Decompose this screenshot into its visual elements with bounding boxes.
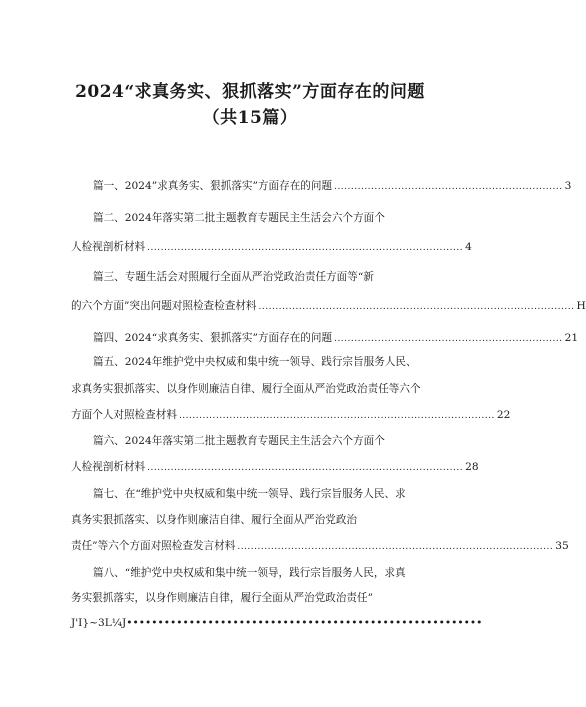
toc-leader-dots: .............................................................................................. [178,411,495,421]
toc-entry-4[interactable] [93,331,579,346]
toc-page-number: 3 [564,180,572,192]
toc-entry-text: 方面个人对照检查材料 [71,409,177,421]
toc-entry-5[interactable] [71,408,511,423]
toc-entry-5-line-1[interactable]: 篇五、2024年维护党中央权威和集中统一领导、践行宗旨服务人民、 [93,356,417,368]
toc-entry-text: 的六个方面”突出问题对照检查检查材料 [71,300,257,312]
toc-leader-dots: .............................................................................................. [237,542,554,552]
toc-entry-text: 责任”等六个方面对照检查发言材料 [71,540,236,552]
toc-entry-7-line-2[interactable]: 真务实狠抓落实、以身作则廉洁自律、履行全面从严治党政治 [71,514,358,526]
toc-page-number: 22 [496,409,511,421]
toc-page-number: H [576,300,586,312]
toc-entry-3[interactable] [71,299,586,314]
toc-entry-1[interactable] [93,179,572,194]
toc-page-number: 21 [564,332,579,344]
toc-entry-5-line-2[interactable]: 求真务实狠抓落实、以身作则廉洁自律、履行全面从严治党政治责任等六个 [71,383,421,395]
toc-entry-6[interactable] [71,460,479,475]
garbled-leader-line: J'I}~3L¼J••••••••••••••••••••••••••••••••••••••••••••••••••••••••• [71,617,483,629]
toc-entry-text: 篇四、2024“求真务实、狠抓落实”方面存在的问题 [93,332,333,344]
toc-leader-dots: .............................................................................................. [147,243,464,253]
toc-page-number: 28 [465,461,479,473]
document-subtitle: （共15篇） [202,108,298,128]
toc-entry-text: 人检视剖析材料 [71,241,146,253]
toc-leader-dots: .............................................................................................. [147,463,464,473]
document-title: 2024“求真务实、狠抓落实”方面存在的问题 [75,82,425,102]
toc-entry-text: 人检视剖析材料 [71,461,146,473]
toc-entry-2-line-1[interactable]: 篇二、2024年落实第二批主题教育专题民主生活会六个方面个 [93,212,385,224]
toc-entry-8-line-2[interactable]: 务实狠抓落实，以身作则廉洁自律，履行全面从严治党政治责任” [71,592,374,604]
toc-entry-2[interactable] [71,240,472,255]
toc-leader-dots: .................................................................... [334,334,563,344]
toc-entry-8-line-1[interactable]: 篇八、“维护党中央权威和集中统一领导，践行宗旨服务人民，求真 [93,567,406,579]
toc-leader-dots: .................................................................... [334,182,563,192]
toc-page-number: 4 [465,241,472,253]
toc-entry-7-line-1[interactable]: 篇七、在“维护党中央权威和集中统一领导、践行宗旨服务人民、求 [93,488,406,500]
toc-entry-3-line-1[interactable]: 篇三、专题生活会对照履行全面从严治党政治责任方面等“新 [93,271,374,283]
toc-entry-6-line-1[interactable]: 篇六、2024年落实第二批主题教育专题民主生活会六个方面个 [93,435,385,447]
toc-page-number: 35 [555,540,569,552]
toc-leader-dots: .............................................................................................. [258,302,575,312]
toc-entry-7[interactable] [71,539,569,554]
toc-entry-text: 篇一、2024”求真务实、狠抓落实”方面存在的问题 [93,180,333,192]
